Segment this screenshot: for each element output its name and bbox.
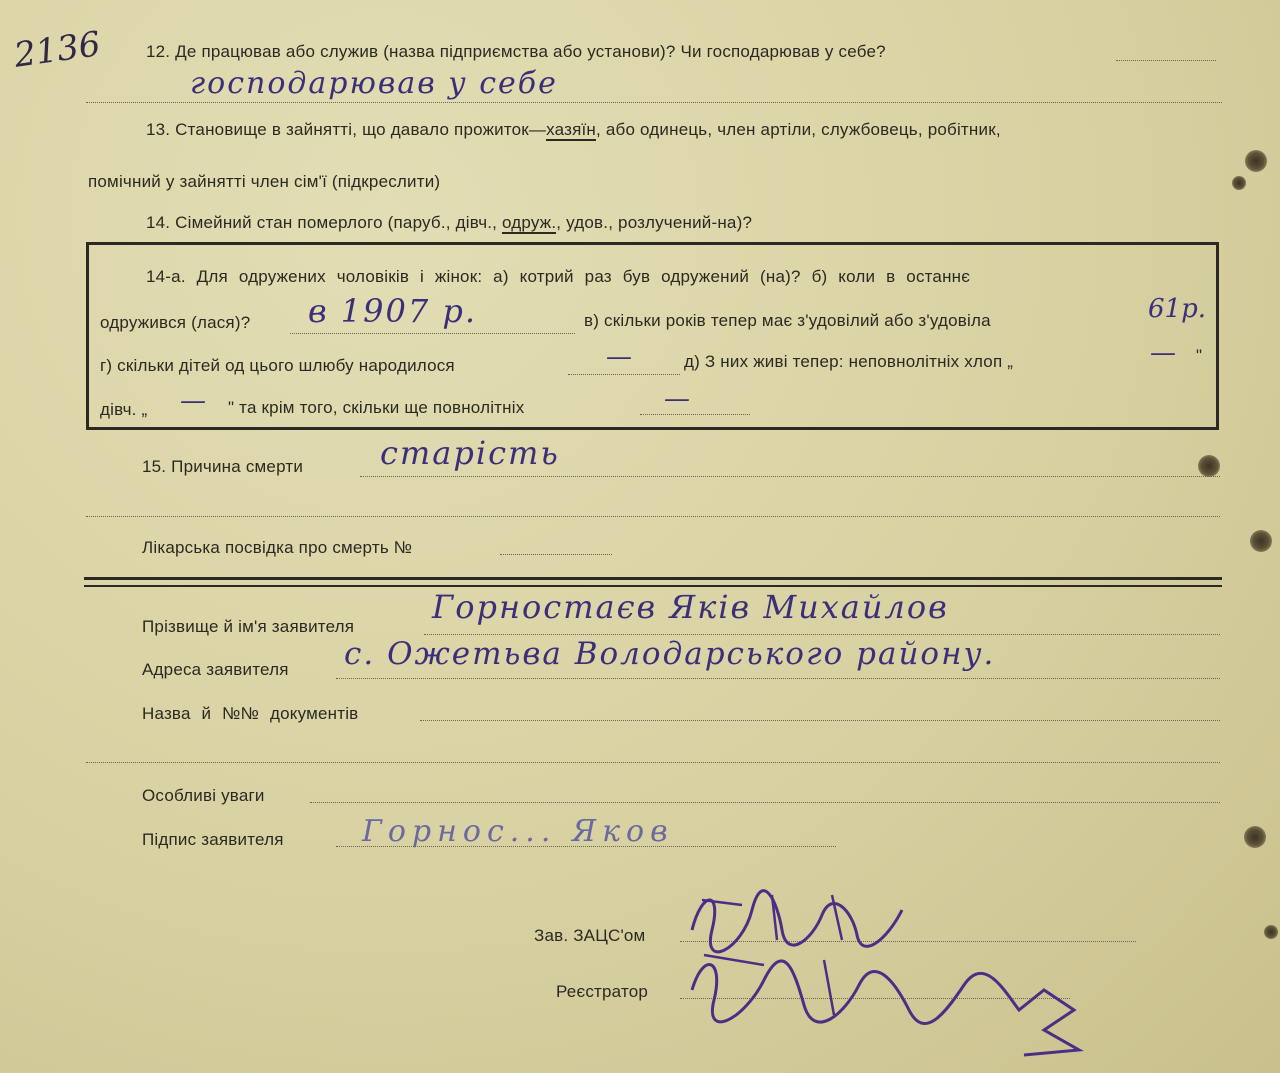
q14-line: [146, 213, 752, 233]
q14a-line-3-label: г) скільки дітей од цього шлюбу народилося: [100, 356, 455, 375]
q14-start: 14. Сімейний стан померлого (паруб., дівч.,: [146, 213, 503, 232]
documents-fill-2: [86, 762, 1220, 763]
q14a-minor-girls: —: [180, 386, 208, 416]
notes-label: Особливі уваги: [142, 786, 265, 805]
section-divider-top: [84, 577, 1222, 580]
q14-underlined: одруж.: [502, 213, 557, 232]
punch-hole-1: [1245, 150, 1267, 172]
documents-fill-1: [420, 720, 1220, 721]
q14-end: , удов., розлучений-на)?: [556, 213, 753, 232]
q13-underlined: хазяїн: [546, 120, 597, 139]
q14a-minor-boys: —: [1150, 338, 1178, 368]
applicant-address: с. Ожетьва Володарського району.: [344, 636, 996, 672]
q14a-line-3-mid: д) З них живі тепер: неповнолітніх хлоп „: [684, 352, 1014, 371]
q12-answer: господарював у себе: [190, 66, 558, 101]
medical-label: Лікарська посвідка про смерть №: [142, 538, 413, 557]
applicant-address-fill: [336, 678, 1220, 679]
applicant-signature: Горнос... Яков: [362, 814, 674, 849]
punch-hole-5: [1244, 826, 1266, 848]
applicant-signature-label: Підпис заявителя: [142, 830, 284, 849]
q12-label: 12. Де працював або служив (назва підприємства або установи)? Чи господарював у себе?: [146, 42, 886, 61]
q14a-married-year: в 1907 р.: [308, 292, 478, 330]
q14a-married-fill: [290, 333, 575, 334]
applicant-address-label: Адреса заявителя: [142, 660, 289, 679]
q14a-line-3-end: ": [1196, 346, 1203, 365]
q13-line-2: помічний у зайнятті член сім'ї (підкреслити): [88, 172, 441, 191]
q14a-line-1: 14-а. Для одружених чоловіків і жінок: а) котрий раз був одружений (на)? б) коли в останнє: [146, 267, 971, 286]
q14a-line-2-label: одружився (лася)?: [100, 313, 251, 332]
section-divider-bottom: [84, 585, 1222, 587]
q13-end: , або одинець, член артіли, службовець, робітник,: [596, 120, 1001, 139]
q12-fill-line-2: [86, 102, 1222, 103]
registrar-label: Реєстратор: [556, 982, 649, 1001]
q14a-line-4-mid: " та крім того, скільки ще повнолітніх: [228, 398, 525, 417]
q14a-adults-fill: [640, 414, 750, 415]
punch-hole-2: [1232, 176, 1246, 190]
q12-fill-line-1: [1116, 60, 1216, 61]
medical-fill: [500, 554, 612, 555]
punch-hole-6: [1264, 925, 1278, 939]
punch-hole-3: [1198, 455, 1220, 477]
q15-label: 15. Причина смерти: [142, 457, 304, 476]
q14a-years-widowed: 61р.: [1148, 294, 1206, 324]
applicant-name-label: Прізвище й ім'я заявителя: [142, 617, 355, 636]
q14a-children-fill: [568, 374, 680, 375]
punch-hole-4: [1250, 530, 1272, 552]
applicant-name: Горностаєв Яків Михайлов: [432, 588, 949, 626]
q14a-line-4-label: дівч. „: [100, 400, 148, 419]
q13-line-1: [146, 120, 1001, 140]
notes-fill: [310, 802, 1220, 803]
head-label: Зав. ЗАЦС'ом: [534, 926, 646, 945]
q14a-children-born: —: [606, 342, 634, 372]
q15-fill-line-1: [360, 476, 1220, 477]
applicant-name-fill: [424, 634, 1220, 635]
documents-label: Назва й №№ документів: [142, 704, 359, 723]
applicant-signature-fill: [336, 846, 836, 847]
q14a-adults: —: [664, 384, 692, 414]
margin-note: 2136: [11, 24, 103, 76]
q13-start: 13. Становище в зайнятті, що давало прожиток—: [146, 120, 547, 139]
q14a-line-2-mid: в) скільки років тепер має з'удовілий або з'удовіла: [584, 311, 991, 330]
q15-fill-line-2: [86, 516, 1220, 517]
q15-answer: старість: [380, 434, 560, 472]
registrar-signature-icon: [684, 930, 1094, 1069]
